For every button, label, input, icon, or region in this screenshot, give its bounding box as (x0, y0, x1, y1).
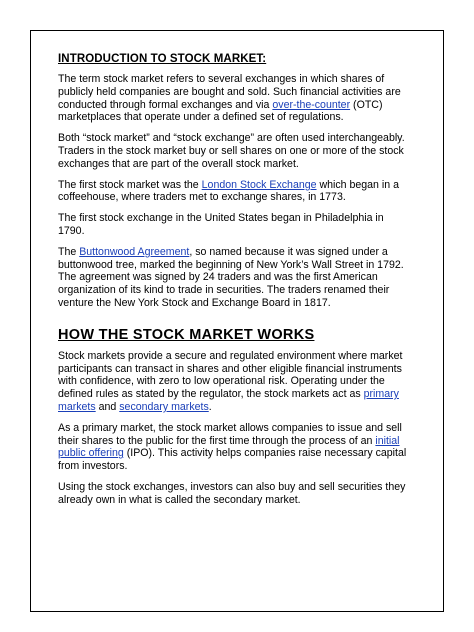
text: The first stock market was the (58, 178, 202, 191)
text: As a primary market, the stock market allows companies to issue and sell their shares to the public for the first time through the process of an (58, 421, 402, 447)
link-over-the-counter[interactable]: over-the-counter (272, 98, 351, 111)
text: (OTC) marketplaces that operate under a defined set of regulations. (58, 98, 383, 124)
section-heading-how-it-works: HOW THE STOCK MARKET WORKS (58, 326, 315, 343)
document-body (58, 52, 408, 515)
text: The (58, 245, 80, 258)
text: The term stock market refers to several exchanges in which shares of publicly held companies are bought and sold. Such financial activities are conducted through formal exchanges and via (58, 73, 401, 111)
link-london-stock-exchange[interactable]: London Stock Exchange (201, 178, 317, 191)
paragraph-first-us-exchange: The first stock exchange in the United States began in Philadelphia in 1790. (58, 212, 384, 237)
text: (IPO). This activity helps companies raise necessary capital from investors. (58, 447, 407, 473)
link-primary-markets[interactable]: primary markets (58, 388, 399, 413)
paragraph-secondary-market: Using the stock exchanges, investors can also buy and sell securities they already own in what is called the secondary market. (58, 480, 406, 506)
link-buttonwood-agreement[interactable]: Buttonwood Agreement (79, 245, 190, 258)
text: and (95, 400, 120, 413)
paragraph-stock-market-definition (58, 73, 408, 124)
paragraph-primary-market (58, 422, 408, 473)
text: , so named because it was signed under a buttonwood tree, marked the beginning of New York’s Wall Street in 1792. The agreement was signed by 24 traders and was the first American organization of its kind to trade in securities. The traders renamed their venture the New York Stock and Exchange Board in 1817. (58, 245, 404, 309)
paragraph-buttonwood (58, 246, 408, 310)
paragraph-regulated-environment (58, 350, 408, 414)
text: . (208, 400, 212, 413)
paragraph-interchangeable-terms: Both “stock market” and “stock exchange” are often used interchangeably. Traders in the stock market buy or sell shares on one or more of the stock exchanges that are part of the overall stock market. (58, 132, 405, 170)
text: Stock markets provide a secure and regulated environment where market participants can transact in shares and other eligible financial instruments with confidence, with zero to low operational risk. Operating under the defined rules as stated by the regulator, the stock markets act as (58, 349, 403, 401)
paragraph-first-stock-market (58, 179, 408, 205)
link-secondary-markets[interactable]: secondary markets (119, 400, 209, 413)
text: which began in a coffeehouse, where traders met to exchange shares, in 1773. (58, 178, 399, 204)
section-heading-introduction: INTRODUCTION TO STOCK MARKET: (58, 53, 267, 65)
spacer (58, 318, 408, 326)
link-initial-public-offering[interactable]: initial public offering (58, 434, 400, 460)
